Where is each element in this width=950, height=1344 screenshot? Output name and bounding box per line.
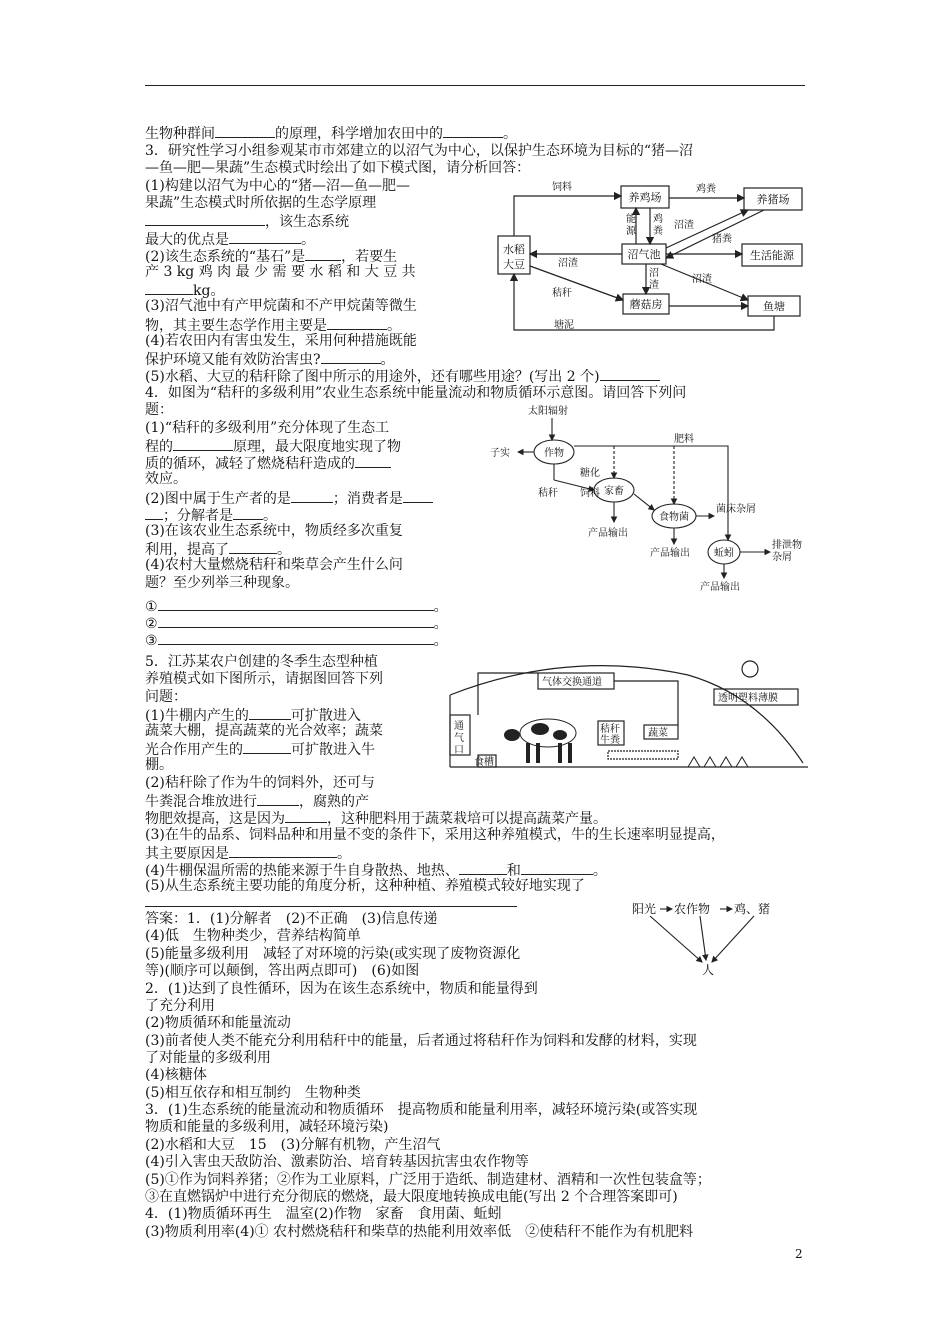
svg-text:糖化: 糖化 bbox=[580, 468, 600, 479]
text-line: (2)该生态系统的“基石”是 ，若要生 bbox=[145, 249, 398, 265]
svg-text:产品输出: 产品输出 bbox=[650, 548, 690, 559]
text-line: 了充分利用 bbox=[145, 998, 215, 1014]
text-line: 果蔬”生态模式时所依据的生态学原理 bbox=[145, 195, 377, 211]
diagram-answer-chain bbox=[630, 900, 790, 976]
text-line: 2．(1)达到了良性循环，因为在该生态系统中，物质和能量得到 bbox=[145, 981, 538, 997]
text-line: 了对能量的多级利用 bbox=[145, 1050, 271, 1066]
text-line: (4)牛棚保温所需的热能来源于牛自身散热、地热、 和 。 bbox=[145, 863, 607, 879]
text-line: (4)农村大量燃烧秸秆和柴草会产生什么问 bbox=[145, 557, 403, 573]
text-line: 产 3 kg 鸡 肉 最 少 需 要 水 稻 和 大 豆 共 bbox=[145, 264, 416, 280]
svg-text:牛粪: 牛粪 bbox=[600, 735, 620, 746]
svg-text:大豆: 大豆 bbox=[503, 258, 525, 271]
text-line: 最大的优点是 。 bbox=[145, 232, 315, 248]
d1-edge-label: 沼渣 bbox=[674, 220, 694, 231]
d1-edge-label: 塘泥 bbox=[554, 320, 574, 331]
svg-text:排泄物: 排泄物 bbox=[772, 540, 802, 551]
d1-box-label: 蘑菇房 bbox=[629, 298, 663, 311]
text-line: kg。 bbox=[145, 281, 224, 300]
text-line: 质的循环，减轻了燃烧秸秆造成的 bbox=[145, 454, 391, 473]
svg-text:蚯蚓: 蚯蚓 bbox=[714, 548, 734, 559]
text-line: (5)①作为饲料养猪；②作为工业原料，广泛用于造纸、制造建材、酒精和一次性包装盒等； bbox=[145, 1172, 711, 1188]
text-line: 答案：1．(1)分解者 (2)不正确 (3)信息传递 bbox=[145, 911, 438, 927]
d1-edge-label: 沼渣 bbox=[558, 258, 578, 269]
text-line: (1)构建以沼气为中心的“猪—沼—鱼—肥— bbox=[145, 178, 410, 194]
text-line: 题： bbox=[145, 402, 173, 418]
text-line: (3)在牛的品系、饲料品种和用量不变的条件下，采用这种养殖模式，牛的生长速率明显提高， bbox=[145, 827, 725, 843]
text-line: (4)若农田内有害虫发生，采用何种措施既能 bbox=[145, 333, 417, 349]
svg-text:肥料: 肥料 bbox=[674, 434, 694, 445]
text-line: (2)物质循环和能量流动 bbox=[145, 1015, 291, 1031]
svg-text:作物: 作物 bbox=[544, 448, 564, 459]
text-line: (1)牛棚内产生的 可扩散进入 bbox=[145, 708, 361, 724]
text-line: 3．(1)生态系统的能量流动和物质循环 提高物质和能量利用率，减轻环境污染(或答实现 bbox=[145, 1102, 698, 1118]
text-line: ，该生态系统 bbox=[145, 212, 349, 231]
text-line: 问题： bbox=[145, 689, 187, 705]
text-line: 物质和能量的多级利用，减轻环境污染) bbox=[145, 1119, 389, 1135]
text-line: 3．研究性学习小组参观某市市郊建立的以沼气为中心，以保护生态环境为目标的“猪—沼 bbox=[145, 143, 694, 159]
svg-text:农作物: 农作物 bbox=[674, 902, 711, 916]
text-line: 利用，提高了 。 bbox=[145, 542, 291, 558]
text-line: 程的 原理，最大限度地实现了物 bbox=[145, 439, 401, 455]
d1-edge-label: 秸秆 bbox=[552, 288, 572, 299]
d1-box-label: 鱼塘 bbox=[763, 300, 785, 313]
svg-text:通: 通 bbox=[454, 721, 464, 732]
svg-text:食物菌: 食物菌 bbox=[659, 512, 689, 523]
svg-text:蔬菜: 蔬菜 bbox=[648, 728, 668, 739]
svg-text:阳光: 阳光 bbox=[632, 902, 657, 916]
text-line: 养殖模式如下图所示，请据图回答下列 bbox=[145, 671, 383, 687]
text-line: (5)相互依存和相互制约 生物种类 bbox=[145, 1085, 361, 1101]
text-line: 题？至少列举三种现象。 bbox=[145, 575, 299, 591]
svg-text:能: 能 bbox=[626, 214, 636, 225]
text-line: ；分解者是 。 bbox=[145, 506, 277, 525]
text-line: (3)物质利用率(4)① 农村燃烧秸秆和柴草的热能利用效率低 ②使秸秆不能作为有机肥料 bbox=[145, 1224, 694, 1240]
header-rule bbox=[145, 85, 805, 86]
text-line: 等)(顺序可以颠倒，答出两点即可) (6)如图 bbox=[145, 963, 420, 979]
text-line: (3)前者使人类不能充分利用秸秆中的能量，后者通过将秸秆作为饲料和发酵的材料，实现 bbox=[145, 1033, 697, 1049]
svg-text:食槽: 食槽 bbox=[474, 757, 494, 768]
d1-box-label: 养鸡场 bbox=[628, 191, 662, 204]
svg-text:口: 口 bbox=[454, 745, 464, 756]
text-line: (5)从生态系统主要功能的角度分析，这种种植、养殖模式较好地实现了 bbox=[145, 878, 585, 894]
text-line: (4)低 生物种类少，营养结构简单 bbox=[145, 928, 361, 944]
page-number: 2 bbox=[795, 1247, 803, 1261]
text-line: 生物种群间 的原理，科学增加农田中的 。 bbox=[145, 126, 517, 142]
d1-edge-label: 沼渣 bbox=[692, 274, 712, 285]
svg-text:产品输出: 产品输出 bbox=[588, 528, 628, 539]
text-line: (5)能量多级利用 减轻了对环境的污染(或实现了废物资源化 bbox=[145, 946, 521, 962]
text-line: 4．如图为“秸秆的多级利用”农业生态系统中能量流动和物质循环示意图。请回答下列问 bbox=[145, 385, 687, 401]
text-line: 蔬菜大棚，提高蔬菜的光合效率；蔬菜 bbox=[145, 723, 383, 739]
svg-text:秸秆: 秸秆 bbox=[600, 724, 620, 735]
text-line: (5)水稻、大豆的秸秆除了图中所示的用途外，还有哪些用途？(写出 2 个) bbox=[145, 367, 660, 386]
svg-text:鸡: 鸡 bbox=[653, 214, 663, 225]
d1-edge-label: 鸡粪 bbox=[696, 184, 716, 195]
text-line: 其主要原因是 。 bbox=[145, 846, 351, 862]
text-line: 保护环境又能有效防治害虫? 。 bbox=[145, 352, 395, 368]
d1-box-label: 沼气池 bbox=[627, 248, 661, 261]
text-line: ③ 。 bbox=[145, 633, 448, 649]
text-line: 效应。 bbox=[145, 471, 187, 487]
svg-text:菌床杂屑: 菌床杂屑 bbox=[716, 504, 756, 515]
text-line: 4．(1)物质循环再生 温室(2)作物 家畜 食用菌、蚯蚓 bbox=[145, 1206, 502, 1222]
text-line: (2)图中属于生产者的是 ；消费者是 bbox=[145, 489, 433, 508]
d1-edge-label: 饲料 bbox=[552, 182, 572, 193]
svg-text:太阳辐射: 太阳辐射 bbox=[528, 406, 568, 417]
d1-edge-label: 猪粪 bbox=[712, 234, 732, 245]
d1-box-label: 养猪场 bbox=[756, 193, 790, 206]
diagram-greenhouse bbox=[448, 655, 810, 775]
svg-text:粪: 粪 bbox=[653, 226, 663, 237]
svg-text:杂屑: 杂屑 bbox=[772, 552, 792, 563]
svg-text:水稻: 水稻 bbox=[503, 243, 525, 256]
text-line: (3)在该农业生态系统中，物质经多次重复 bbox=[145, 523, 403, 539]
text-line: ③在直燃锅炉中进行充分彻底的燃烧，最大限度地转换成电能(写出 2 个合理答案即可) bbox=[145, 1189, 678, 1205]
svg-text:气: 气 bbox=[454, 733, 464, 744]
svg-text:沼: 沼 bbox=[649, 268, 659, 279]
text-line: ① 。 bbox=[145, 599, 448, 615]
svg-text:气体交换通道: 气体交换通道 bbox=[542, 677, 602, 688]
text-line: 物肥效提高，这是因为 ，这种肥料用于蔬菜栽培可以提高蔬菜产量。 bbox=[145, 811, 607, 827]
text-line: ② 。 bbox=[145, 616, 448, 632]
svg-text:渣: 渣 bbox=[649, 280, 659, 291]
text-line: (4)引入害虫天敌防治、激素防治、培育转基因抗害虫农作物等 bbox=[145, 1154, 529, 1170]
text-line: (2)秸秆除了作为牛的饲料外，还可与 bbox=[145, 775, 375, 791]
svg-text:人: 人 bbox=[702, 963, 715, 976]
svg-text:产品输出: 产品输出 bbox=[700, 582, 740, 593]
text-line: (3)沼气池中有产甲烷菌和不产甲烷菌等微生 bbox=[145, 298, 417, 314]
text-line: 物，其主要生态学作用主要是 。 bbox=[145, 318, 401, 334]
text-line: 5．江苏某农户创建的冬季生态型种植 bbox=[145, 654, 378, 670]
d1-box-label: 生活能源 bbox=[750, 249, 794, 262]
svg-text:透明塑料薄膜: 透明塑料薄膜 bbox=[718, 693, 778, 704]
text-line: 光合作用产生的 可扩散进入牛 bbox=[145, 742, 375, 758]
text-line: (1)“秸秆的多级利用”充分体现了生态工 bbox=[145, 420, 390, 436]
text-line: (2)水稻和大豆 15 (3)分解有机物，产生沼气 bbox=[145, 1137, 441, 1153]
text-line: 牛粪混合堆放进行 ，腐熟的产 bbox=[145, 794, 369, 810]
svg-text:饲料: 饲料 bbox=[580, 488, 600, 499]
text-line: 棚。 bbox=[145, 757, 173, 773]
svg-text:鸡、猪: 鸡、猪 bbox=[734, 902, 771, 916]
text-line bbox=[145, 893, 517, 912]
svg-text:源: 源 bbox=[626, 226, 636, 237]
text-line: (4)核糖体 bbox=[145, 1067, 207, 1083]
diagram-straw-use bbox=[488, 404, 808, 596]
svg-text:秸秆: 秸秆 bbox=[538, 488, 558, 499]
svg-text:子实: 子实 bbox=[490, 448, 510, 459]
diagram-biogas-model bbox=[496, 178, 808, 338]
svg-text:家畜: 家畜 bbox=[604, 486, 624, 497]
text-line: —鱼—肥—果蔬”生态模式时绘出了如下模式图，请分析回答： bbox=[145, 160, 531, 176]
